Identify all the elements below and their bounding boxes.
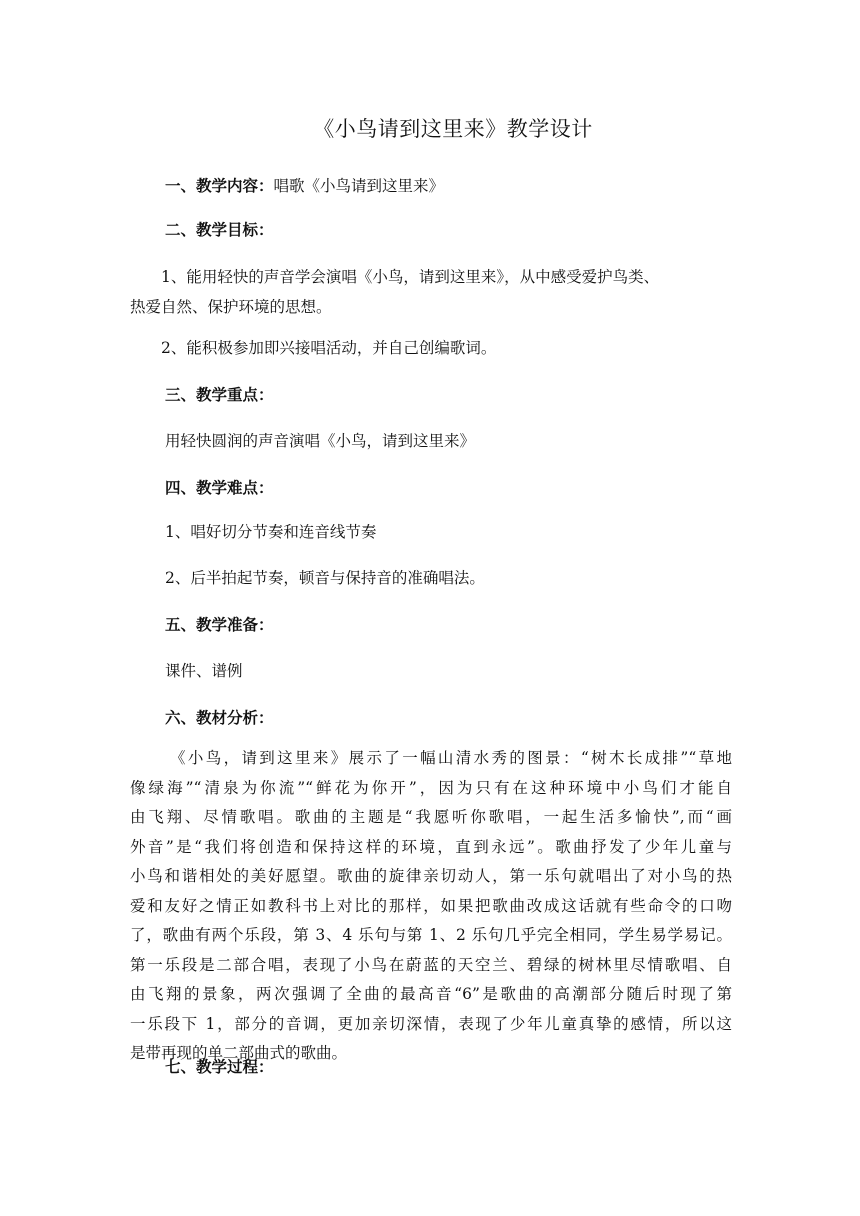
goal1-line1: 1、能用轻快的声音学会演唱《小鸟，请到这里来》，从中感受爱护鸟类、 [161, 268, 660, 286]
analysis-line: 由飞翔的景象，两次强调了全曲的最高音“6”是歌曲的高潮部分随后时现了第 [130, 985, 732, 1003]
difficulty1-text: 1、唱好切分节奏和连音线节奏 [165, 523, 377, 541]
key-text: 用轻快圆润的声音演唱《小鸟，请到这里来》 [165, 432, 476, 450]
document-title: 《小鸟请到这里来》教学设计 [313, 117, 593, 141]
analysis-line: 外音”是“我们将创造和保持这样的环境，直到永远”。歌曲抒发了少年儿童与 [130, 837, 732, 856]
difficulty-heading: 四、教学难点： [165, 478, 274, 497]
analysis-line: 一乐段下 1，部分的音调，更加亲切深情，表现了少年儿童真挚的感情，所以这 [130, 1014, 732, 1033]
key-heading: 三、教学重点： [165, 385, 274, 404]
analysis-line: 是带再现的单二部曲式的歌曲。 [130, 1044, 348, 1062]
analysis-heading: 六、教材分析： [165, 708, 274, 727]
analysis-paragraph [130, 744, 732, 1069]
content-heading: 一、教学内容： [165, 176, 274, 195]
analysis-line: 《小鸟，请到这里来》展示了一幅山清水秀的图景：“树木长成排”“草地 [170, 749, 732, 767]
difficulty2-text: 2、后半拍起节奏，顿音与保持音的准确唱法。 [165, 569, 485, 587]
section-content [165, 175, 444, 197]
analysis-line: 由飞翔、尽情歌唱。歌曲的主题是“我愿听你歌唱，一起生活多愉快”,而“画 [130, 808, 732, 826]
analysis-line: 了，歌曲有两个乐段，第 3、4 乐句与第 1、2 乐句几乎完全相同，学生易学易记。 [130, 926, 732, 944]
analysis-line: 第一乐段是二部合唱，表现了小鸟在蔚蓝的天空兰、碧绿的树林里尽情歌唱、自 [130, 955, 732, 974]
analysis-line: 像绿海”“清泉为你流”“鲜花为你开”，因为只有在这种环境中小鸟们才能自 [130, 778, 732, 797]
goal2-text: 2、能积极参加即兴接唱活动，并自己创编歌词。 [161, 339, 497, 357]
process-heading: 七、教学过程： [165, 1057, 274, 1076]
content-text: 唱歌《小鸟请到这里来》 [273, 177, 445, 195]
prep-text: 课件、谱例 [165, 662, 243, 680]
goals-heading: 二、教学目标： [165, 220, 274, 239]
goal1-line2: 热爱自然、保护环境的思想。 [130, 298, 332, 316]
analysis-line: 爱和友好之情正如教科书上对比的那样，如果把歌曲改成这话就有些命令的口吻 [130, 896, 732, 915]
prep-heading: 五、教学准备： [165, 615, 274, 634]
analysis-line: 小鸟和谐相处的美好愿望。歌曲的旋律亲切动人，第一乐句就唱出了对小鸟的热 [130, 867, 732, 885]
